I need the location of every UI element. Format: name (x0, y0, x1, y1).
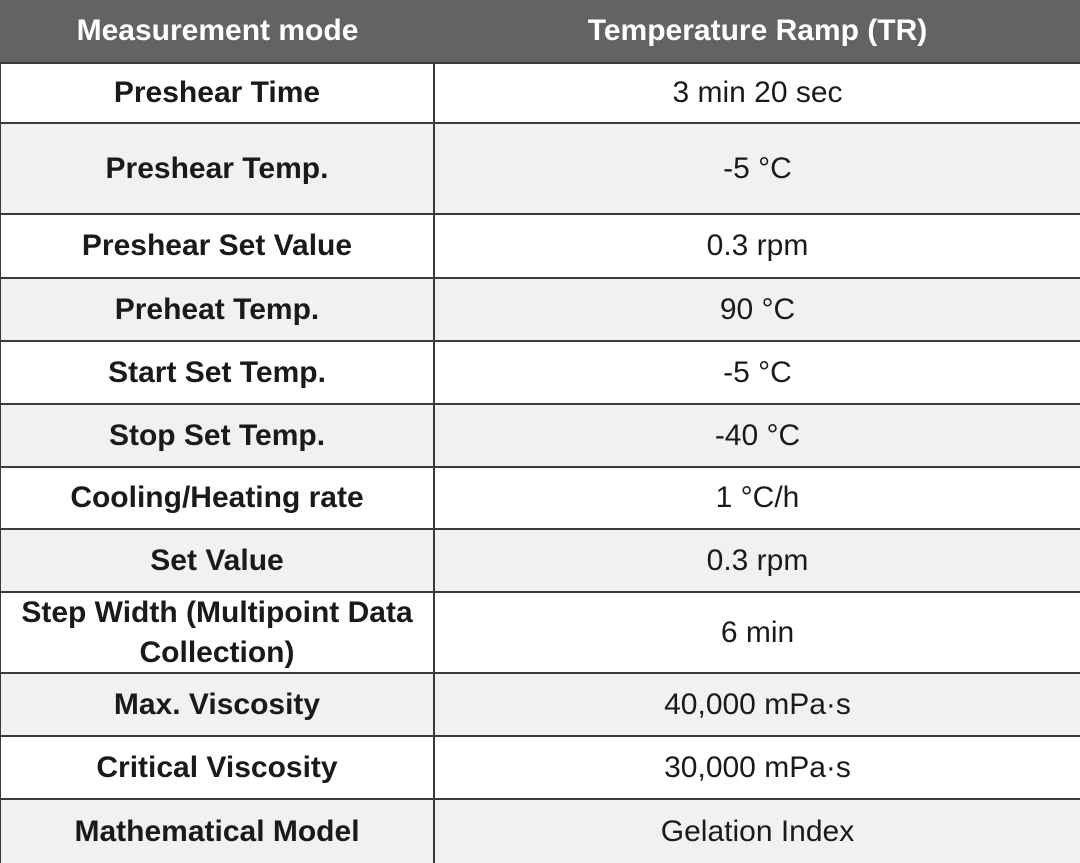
row-value: -40 °C (435, 405, 1080, 468)
row-value: 0.3 rpm (435, 530, 1080, 593)
row-value: 1 °C/h (435, 468, 1080, 530)
header-temperature-ramp: Temperature Ramp (TR) (435, 0, 1080, 64)
row-label: Max. Viscosity (0, 674, 435, 737)
row-value: -5 °C (435, 342, 1080, 405)
row-label: Start Set Temp. (0, 342, 435, 405)
row-label: Cooling/Heating rate (0, 468, 435, 530)
row-value: 30,000 mPa·s (435, 737, 1080, 800)
row-value: 90 °C (435, 279, 1080, 342)
row-value: 3 min 20 sec (435, 64, 1080, 124)
row-label: Set Value (0, 530, 435, 593)
row-value: 6 min (435, 593, 1080, 674)
row-label: Critical Viscosity (0, 737, 435, 800)
header-measurement-mode: Measurement mode (0, 0, 435, 64)
row-label: Stop Set Temp. (0, 405, 435, 468)
row-value: -5 °C (435, 124, 1080, 215)
row-label: Preshear Temp. (0, 124, 435, 215)
row-label: Mathematical Model (0, 800, 435, 863)
row-label: Preshear Set Value (0, 215, 435, 279)
row-label: Preshear Time (0, 64, 435, 124)
row-value: Gelation Index (435, 800, 1080, 863)
row-value: 40,000 mPa·s (435, 674, 1080, 737)
row-label: Preheat Temp. (0, 279, 435, 342)
row-label: Step Width (Multipoint Data Collection) (0, 593, 435, 674)
row-value: 0.3 rpm (435, 215, 1080, 279)
